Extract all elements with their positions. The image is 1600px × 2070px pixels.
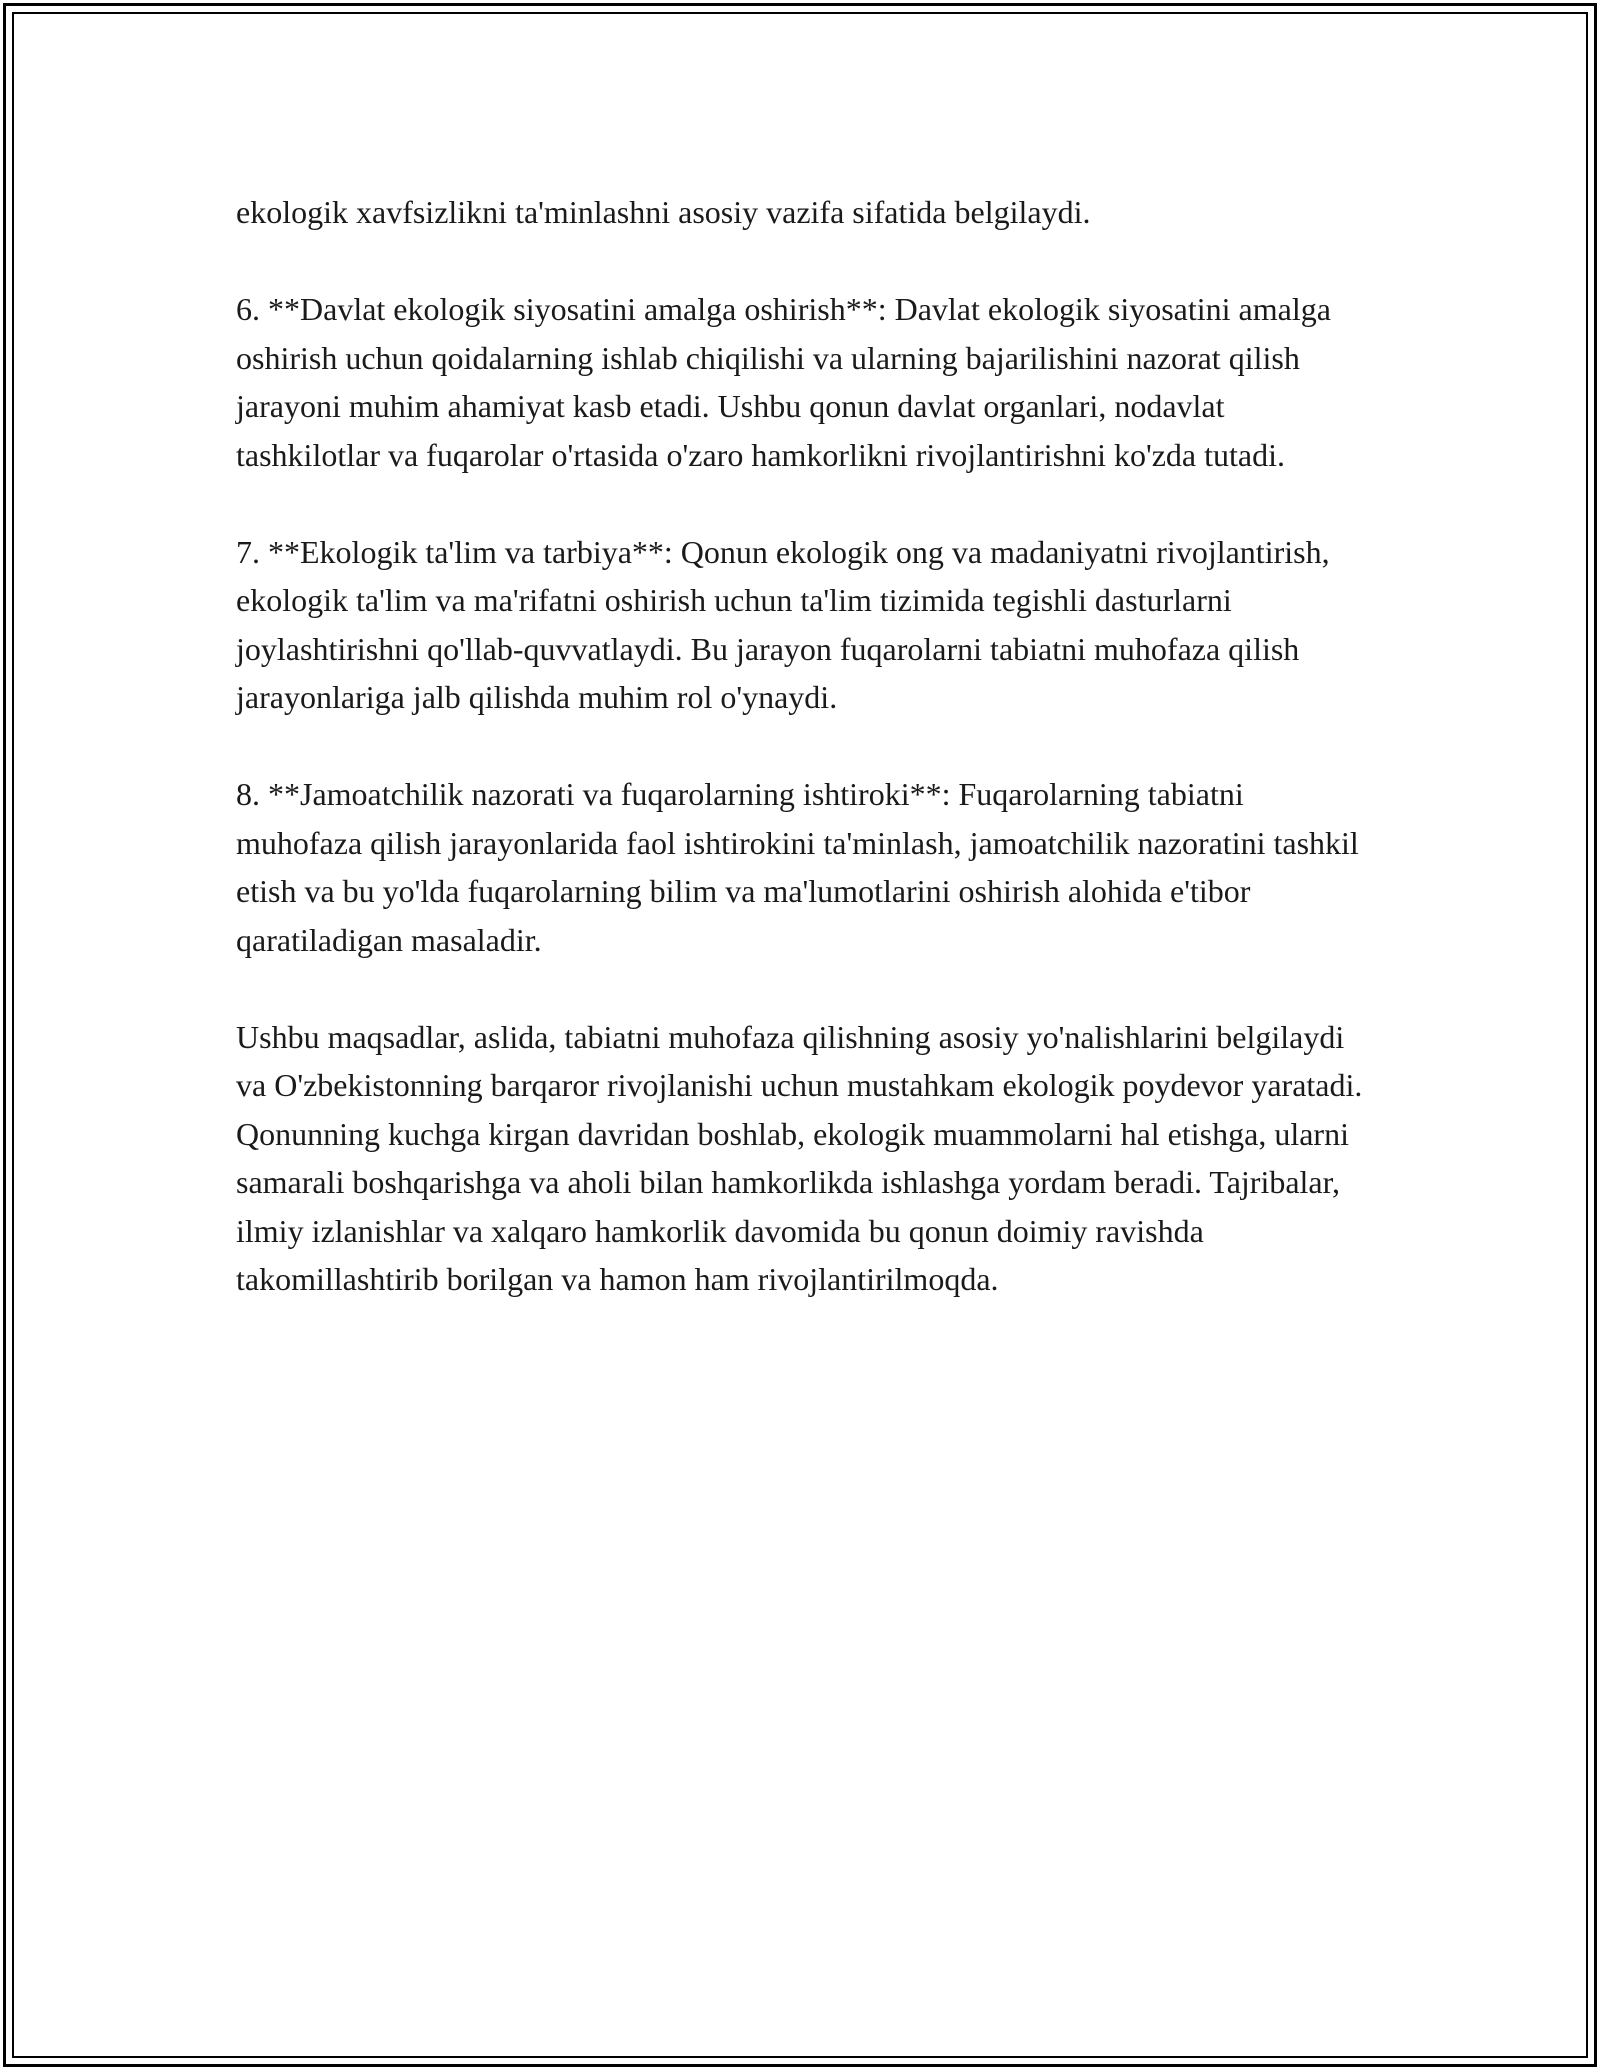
- paragraph-conclusion: Ushbu maqsadlar, aslida, tabiatni muhofaza qilishning asosiy yo'nalishlarini belgilaydi va O'zbekistonning barqaror rivojlanishi uchun mustahkam ekologik poydevor yaratadi. Qonunning kuchga kirgan davridan boshlab, ekologik muammolarni hal etishga, ularni samarali boshqarishga va aholi bilan hamkorlikda ishlashga yordam beradi. Tajribalar, ilmiy izlanishlar va xalqaro hamkorlik davomida bu qonun doimiy ravishda takomillashtirib borilgan va hamon ham rivojlantirilmoqda.: [236, 1018, 1363, 1297]
- paragraph-item-7: 7. **Ekologik ta'lim va tarbiya**: Qonun ekologik ong va madaniyatni rivojlantirish, ekologik ta'lim va ma'rifatni oshirish uchun ta'lim tizimida tegishli dasturlarni joylashtirishni qo'llab-quvvatlaydi. Bu jarayon fuqarolarni tabiatni muhofaza qilish jarayonlariga jalb qilishda muhim rol o'ynaydi.: [236, 533, 1330, 715]
- paragraph-item-6: 6. **Davlat ekologik siyosatini amalga oshirish**: Davlat ekologik siyosatini amalga oshirish uchun qoidalarning ishlab chiqilishi va ularning bajarilishini nazorat qilish jarayoni muhim ahamiyat kasb etadi. Ushbu qonun davlat organlari, nodavlat tashkilotlar va fuqarolar o'rtasida o'zaro hamkorlikni rivojlantirishni ko'zda tutadi.: [236, 291, 1331, 473]
- paragraph-intro-continuation: ekologik xavfsizlikni ta'minlashni asosiy vazifa sifatida belgilaydi.: [236, 194, 1091, 230]
- paragraph-item-8: 8. **Jamoatchilik nazorati va fuqarolarning ishtiroki**: Fuqarolarning tabiatni muhofaza qilish jarayonlarida faol ishtirokini ta'minlash, jamoatchilik nazoratini tashkil etish va bu yo'lda fuqarolarning bilim va ma'lumotlarini oshirish alohida e'tibor qaratiladigan masaladir.: [236, 776, 1359, 958]
- document-body: [236, 188, 1376, 1304]
